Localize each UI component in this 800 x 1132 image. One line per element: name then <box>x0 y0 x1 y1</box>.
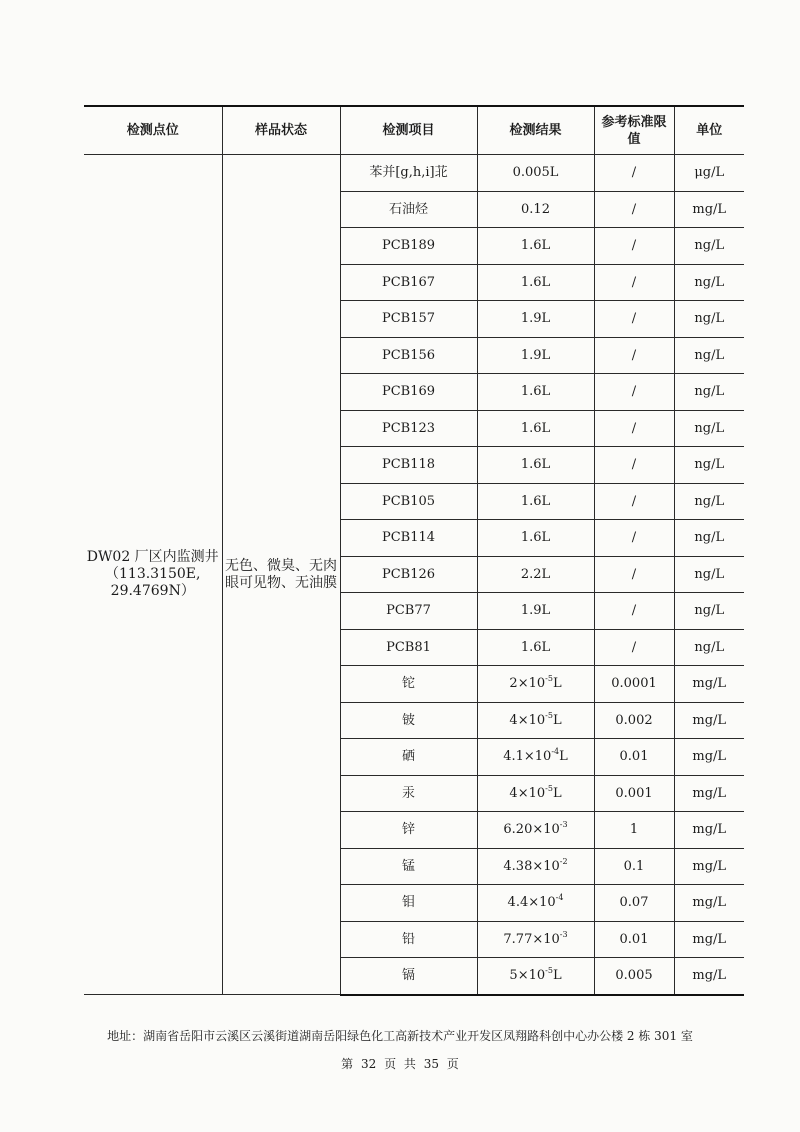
reference-limit-cell: 0.01 <box>594 921 674 958</box>
unit-cell: ng/L <box>674 301 744 338</box>
test-result-cell: $4\times 10^{-5}L$ <box>477 702 594 739</box>
sample-state-cell: 无色、微臭、无肉眼可见物、无油膜 <box>222 155 340 995</box>
unit-cell: mg/L <box>674 958 744 995</box>
test-result-cell: 1.9L <box>477 593 594 630</box>
test-item-cell: PCB167 <box>340 264 477 301</box>
unit-cell: μg/L <box>674 155 744 192</box>
table-body <box>84 155 744 995</box>
unit-cell: ng/L <box>674 483 744 520</box>
reference-limit-cell: 0.01 <box>594 739 674 776</box>
reference-limit-cell: / <box>594 556 674 593</box>
reference-limit-cell: / <box>594 301 674 338</box>
page-total: 共 35 页 <box>403 1057 459 1071</box>
test-result-cell: 1.6L <box>477 374 594 411</box>
sampling-point-cell: DW02 厂区内监测井（113.3150E, 29.4769N） <box>84 155 222 995</box>
header-test-item: 检测项目 <box>340 106 477 155</box>
reference-limit-cell: 0.1 <box>594 848 674 885</box>
test-result-cell: 1.6L <box>477 520 594 557</box>
unit-cell: ng/L <box>674 374 744 411</box>
test-item-cell: PCB123 <box>340 410 477 447</box>
reference-limit-cell: / <box>594 593 674 630</box>
reference-limit-cell: 0.001 <box>594 775 674 812</box>
unit-cell: ng/L <box>674 410 744 447</box>
test-item-cell: PCB157 <box>340 301 477 338</box>
reference-limit-cell: 0.002 <box>594 702 674 739</box>
test-result-cell: 1.9L <box>477 301 594 338</box>
test-result-cell: 1.6L <box>477 228 594 265</box>
test-result-cell: 1.6L <box>477 410 594 447</box>
test-item-cell: 铊 <box>340 666 477 703</box>
reference-limit-cell: 0.07 <box>594 885 674 922</box>
reference-limit-cell: / <box>594 191 674 228</box>
unit-cell: ng/L <box>674 447 744 484</box>
header-unit: 单位 <box>674 106 744 155</box>
unit-cell: mg/L <box>674 885 744 922</box>
test-item-cell: PCB126 <box>340 556 477 593</box>
reference-limit-cell: / <box>594 264 674 301</box>
test-result-cell: 1.6L <box>477 629 594 666</box>
test-item-cell: PCB118 <box>340 447 477 484</box>
reference-limit-cell: / <box>594 337 674 374</box>
test-result-cell: $7.77\times 10^{-3}$ <box>477 921 594 958</box>
test-item-cell: 镉 <box>340 958 477 995</box>
test-item-cell: PCB105 <box>340 483 477 520</box>
unit-cell: mg/L <box>674 848 744 885</box>
reference-limit-cell: / <box>594 447 674 484</box>
reference-limit-cell: 1 <box>594 812 674 849</box>
table-header-row <box>84 106 744 155</box>
test-item-cell: PCB189 <box>340 228 477 265</box>
reference-limit-cell: / <box>594 483 674 520</box>
unit-cell: mg/L <box>674 775 744 812</box>
footer-address: 地址：湖南省岳阳市云溪区云溪街道湖南岳阳绿色化工高新技术产业开发区凤翔路科创中心办公楼 2 栋 301 室 <box>107 1029 693 1043</box>
test-item-cell: 苯并[g,h,i]苝 <box>340 155 477 192</box>
unit-cell: ng/L <box>674 556 744 593</box>
test-item-cell: 石油烃 <box>340 191 477 228</box>
unit-cell: mg/L <box>674 666 744 703</box>
test-item-cell: PCB169 <box>340 374 477 411</box>
test-result-cell: 1.6L <box>477 264 594 301</box>
header-sampling-point: 检测点位 <box>84 106 222 155</box>
test-item-cell: 硒 <box>340 739 477 776</box>
reference-limit-cell: / <box>594 410 674 447</box>
header-test-result: 检测结果 <box>477 106 594 155</box>
test-result-cell: $6.20\times 10^{-3}$ <box>477 812 594 849</box>
test-result-cell: 2.2L <box>477 556 594 593</box>
unit-cell: ng/L <box>674 264 744 301</box>
reference-limit-cell: / <box>594 629 674 666</box>
unit-cell: ng/L <box>674 520 744 557</box>
test-result-cell: 1.9L <box>477 337 594 374</box>
test-results-table <box>84 105 744 996</box>
unit-cell: mg/L <box>674 191 744 228</box>
unit-cell: ng/L <box>674 228 744 265</box>
test-result-cell: $4.1\times 10^{-4}L$ <box>477 739 594 776</box>
reference-limit-cell: / <box>594 228 674 265</box>
reference-limit-cell: 0.005 <box>594 958 674 995</box>
test-item-cell: PCB156 <box>340 337 477 374</box>
test-item-cell: 汞 <box>340 775 477 812</box>
footer-page-number <box>0 1055 800 1072</box>
test-item-cell: 锰 <box>340 848 477 885</box>
test-result-cell: $2\times 10^{-5}L$ <box>477 666 594 703</box>
test-result-cell: $4.38\times 10^{-2}$ <box>477 848 594 885</box>
unit-cell: mg/L <box>674 702 744 739</box>
test-result-cell: $5\times 10^{-5}L$ <box>477 958 594 995</box>
page-current: 第 32 页 <box>341 1057 397 1071</box>
test-result-cell: 1.6L <box>477 483 594 520</box>
test-item-cell: PCB77 <box>340 593 477 630</box>
reference-limit-cell: 0.0001 <box>594 666 674 703</box>
test-item-cell: PCB81 <box>340 629 477 666</box>
reference-limit-cell: / <box>594 155 674 192</box>
unit-cell: ng/L <box>674 629 744 666</box>
unit-cell: ng/L <box>674 337 744 374</box>
test-result-cell: 1.6L <box>477 447 594 484</box>
test-item-cell: PCB114 <box>340 520 477 557</box>
test-result-cell: 0.12 <box>477 191 594 228</box>
reference-limit-cell: / <box>594 520 674 557</box>
unit-cell: mg/L <box>674 739 744 776</box>
test-item-cell: 钼 <box>340 885 477 922</box>
reference-limit-cell: / <box>594 374 674 411</box>
unit-cell: mg/L <box>674 812 744 849</box>
test-result-cell: 0.005L <box>477 155 594 192</box>
header-sample-state: 样品状态 <box>222 106 340 155</box>
test-result-cell: $4\times 10^{-5}L$ <box>477 775 594 812</box>
unit-cell: mg/L <box>674 921 744 958</box>
header-reference-limit: 参考标准限值 <box>594 106 674 155</box>
unit-cell: ng/L <box>674 593 744 630</box>
test-item-cell: 锌 <box>340 812 477 849</box>
test-item-cell: 铅 <box>340 921 477 958</box>
test-item-cell: 铍 <box>340 702 477 739</box>
table-row <box>84 155 744 192</box>
test-result-cell: $4.4\times 10^{-4}$ <box>477 885 594 922</box>
